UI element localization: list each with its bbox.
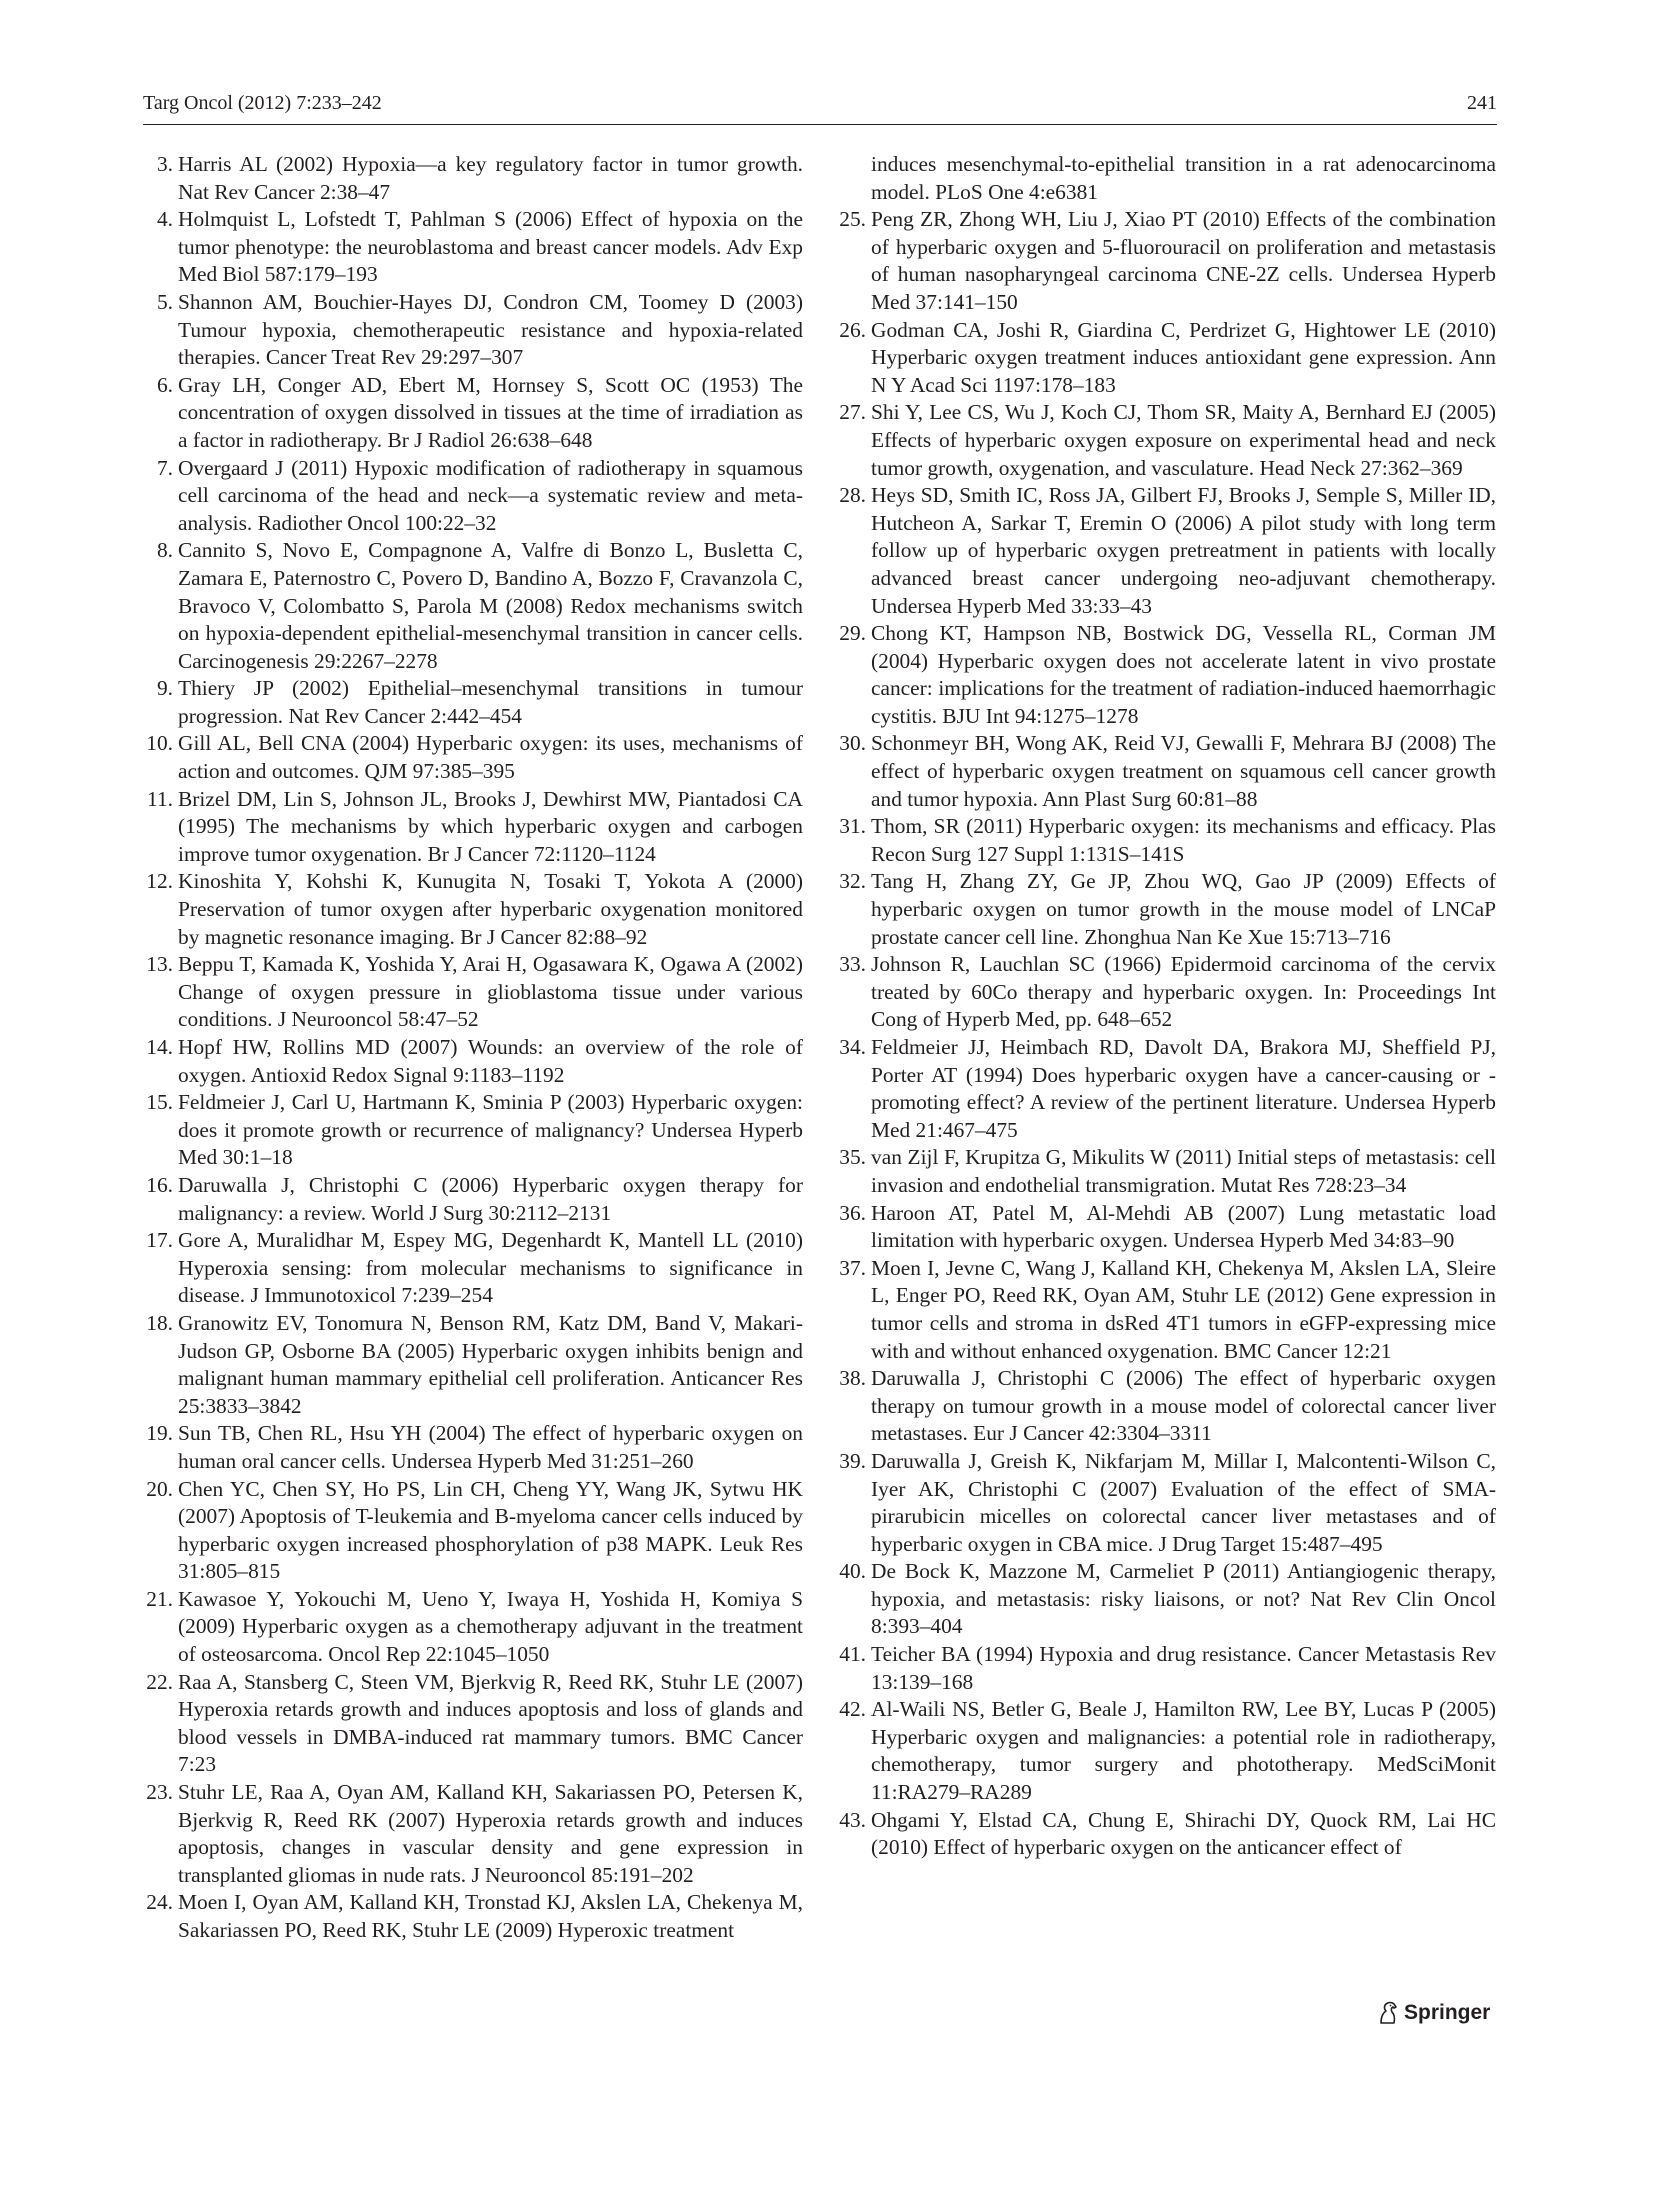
reference-number: 4. bbox=[156, 207, 173, 232]
reference-entry bbox=[145, 786, 803, 869]
reference-continuation: induces mesenchymal-to-epithelial transition in a rat adenocarcinoma model. PLoS One 4:e6381 bbox=[871, 152, 1496, 204]
reference-number: 20. bbox=[146, 1476, 173, 1501]
reference-text: Schonmeyr BH, Wong AK, Reid VJ, Gewalli F, Mehrara BJ (2008) The effect of hyperbaric oxygen treatment on squamous cell cancer growth and tumor hypoxia. Ann Plast Surg 60:81–88 bbox=[871, 731, 1496, 811]
reference-entry bbox=[145, 1779, 803, 1889]
reference-number: 14. bbox=[146, 1035, 173, 1059]
reference-number: 39. bbox=[839, 1448, 866, 1473]
reference-number: 41. bbox=[839, 1642, 866, 1667]
reference-text: Kawasoe Y, Yokouchi M, Ueno Y, Iwaya H, Yoshida H, Komiya S (2009) Hyperbaric oxygen as a chemotherapy adjuvant in the treatment of osteosarcoma. Oncol Rep 22:1045–1050 bbox=[178, 1586, 803, 1667]
reference-text: Feldmeier JJ, Heimbach RD, Davolt DA, Brakora MJ, Sheffield PJ, Porter AT (1994) Does hyperbaric oxygen have a cancer-causing or -promoting effect? A review of the pertinent literature. Undersea Hyperb Med 21:467–475 bbox=[871, 1035, 1496, 1142]
reference-text: Raa A, Stansberg C, Steen VM, Bjerkvig R, Reed RK, Stuhr LE (2007) Hyperoxia retards growth and induces apoptosis and loss of glands and blood vessels in DMBA-induced rat mammary tumors. BMC Cancer 7:23 bbox=[178, 1669, 803, 1777]
reference-text: Teicher BA (1994) Hypoxia and drug resistance. Cancer Metastasis Rev 13:139–168 bbox=[871, 1642, 1496, 1694]
reference-number: 31. bbox=[839, 814, 866, 839]
reference-entry bbox=[145, 537, 803, 675]
references-right-column bbox=[838, 151, 1496, 1862]
reference-entry bbox=[145, 1227, 803, 1310]
reference-text: Daruwalla J, Christophi C (2006) The effect of hyperbaric oxygen therapy on tumour growth in a mouse model of colorectal cancer liver metastases. Eur J Cancer 42:3304–3311 bbox=[871, 1366, 1496, 1446]
reference-text: Sun TB, Chen RL, Hsu YH (2004) The effect of hyperbaric oxygen on human oral cancer cells. Undersea Hyperb Med 31:251–260 bbox=[178, 1421, 803, 1473]
reference-number: 22. bbox=[146, 1669, 173, 1694]
reference-text: Daruwalla J, Greish K, Nikfarjam M, Millar I, Malcontenti-Wilson C, Iyer AK, Christophi C (2007) Evaluation of the effect of SMA-pirarubicin micelles on colorectal cancer liver metastases and of hyperbaric oxygen in CBA mice. J Drug Target 15:487–495 bbox=[871, 1448, 1496, 1556]
reference-entry bbox=[145, 1089, 803, 1172]
reference-text: Thiery JP (2002) Epithelial–mesenchymal transitions in tumour progression. Nat Rev Cancer 2:442–454 bbox=[178, 676, 803, 728]
reference-text: Cannito S, Novo E, Compagnone A, Valfre di Bonzo L, Busletta C, Zamara E, Paternostro C, Povero D, Bandino A, Bozzo F, Cravanzola C, Bravoco V, Colombatto S, Parola M (2008) Redox mechanisms switch on hypoxia-dependent epithelial-mesenchymal transition in cancer cells. Carcinogenesis 29:2267–2278 bbox=[178, 538, 803, 673]
reference-number: 3. bbox=[156, 152, 173, 176]
reference-entry bbox=[145, 675, 803, 730]
reference-number: 11. bbox=[147, 786, 173, 811]
reference-text: Hopf HW, Rollins MD (2007) Wounds: an overview of the role of oxygen. Antioxid Redox Signal 9:1183–1192 bbox=[178, 1035, 803, 1087]
reference-number: 38. bbox=[839, 1366, 866, 1391]
reference-text: Gore A, Muralidhar M, Espey MG, Degenhardt K, Mantell LL (2010) Hyperoxia sensing: from molecular mechanisms to significance in disease. J Immunotoxicol 7:239–254 bbox=[178, 1228, 803, 1308]
reference-number: 24. bbox=[146, 1890, 173, 1915]
reference-text: Daruwalla J, Christophi C (2006) Hyperbaric oxygen therapy for malignancy: a review. World J Surg 30:2112–2131 bbox=[178, 1172, 803, 1225]
reference-entry bbox=[838, 1448, 1496, 1558]
reference-entry bbox=[145, 1476, 803, 1586]
reference-text: Brizel DM, Lin S, Johnson JL, Brooks J, Dewhirst MW, Piantadosi CA (1995) The mechanisms by which hyperbaric oxygen and carbogen improve tumor oxygenation. Br J Cancer 72:1120–1124 bbox=[178, 786, 803, 866]
reference-entry bbox=[145, 206, 803, 289]
reference-number: 29. bbox=[839, 621, 866, 646]
reference-number: 5. bbox=[156, 289, 173, 314]
reference-text: Gill AL, Bell CNA (2004) Hyperbaric oxygen: its uses, mechanisms of action and outcomes. QJM 97:385–395 bbox=[178, 731, 803, 784]
reference-text: Kinoshita Y, Kohshi K, Kunugita N, Tosaki T, Yokota A (2000) Preservation of tumor oxygen after hyperbaric oxygenation monitored by magnetic resonance imaging. Br J Cancer 82:88–92 bbox=[178, 869, 803, 949]
reference-text: Ohgami Y, Elstad CA, Chung E, Shirachi DY, Quock RM, Lai HC (2010) Effect of hyperbaric oxygen on the anticancer effect of bbox=[871, 1807, 1496, 1860]
reference-number: 36. bbox=[839, 1200, 866, 1225]
reference-number: 19. bbox=[146, 1421, 173, 1446]
reference-text: Thom, SR (2011) Hyperbaric oxygen: its mechanisms and efficacy. Plas Recon Surg 127 Suppl 1:131S–141S bbox=[871, 814, 1496, 866]
header-rule bbox=[143, 124, 1497, 125]
reference-text: Johnson R, Lauchlan SC (1966) Epidermoid carcinoma of the cervix treated by 60Co therapy and hyperbaric oxygen. In: Proceedings Int Cong of Hyperb Med, pp. 648–652 bbox=[871, 952, 1496, 1032]
reference-entry bbox=[145, 1310, 803, 1420]
reference-entry bbox=[145, 868, 803, 951]
reference-number: 43. bbox=[839, 1807, 866, 1832]
reference-number: 42. bbox=[839, 1697, 866, 1722]
reference-entry bbox=[838, 868, 1496, 951]
reference-text: Moen I, Jevne C, Wang J, Kalland KH, Chekenya M, Akslen LA, Sleire L, Enger PO, Reed RK, Oyan AM, Stuhr LE (2012) Gene expression in tumor cells and stroma in dsRed 4T1 tumors in eGFP-expressing mice with and without enhanced oxygenation. BMC Cancer 12:21 bbox=[871, 1255, 1496, 1363]
reference-entry bbox=[145, 372, 803, 455]
publisher-name: Springer bbox=[1404, 2001, 1491, 2024]
reference-entry bbox=[838, 1696, 1496, 1806]
reference-entry bbox=[145, 455, 803, 538]
reference-entry bbox=[145, 151, 803, 206]
reference-number: 6. bbox=[156, 372, 173, 397]
reference-number: 10. bbox=[146, 731, 173, 756]
reference-text: Beppu T, Kamada K, Yoshida Y, Arai H, Ogasawara K, Ogawa A (2002) Change of oxygen pressure in glioblastoma tissue under various conditions. J Neurooncol 58:47–52 bbox=[178, 952, 803, 1032]
reference-number: 16. bbox=[146, 1172, 173, 1197]
reference-number: 23. bbox=[146, 1780, 173, 1805]
reference-entry bbox=[838, 1200, 1496, 1255]
reference-number: 9. bbox=[156, 676, 173, 701]
reference-entry bbox=[145, 951, 803, 1034]
reference-entry bbox=[838, 1641, 1496, 1696]
reference-entry bbox=[145, 1034, 803, 1089]
reference-number: 40. bbox=[839, 1559, 866, 1584]
reference-entry bbox=[838, 206, 1496, 316]
reference-text: Harris AL (2002) Hypoxia—a key regulatory factor in tumor growth. Nat Rev Cancer 2:38–47 bbox=[178, 152, 803, 204]
reference-text: Shannon AM, Bouchier-Hayes DJ, Condron CM, Toomey D (2003) Tumour hypoxia, chemotherapeutic resistance and hypoxia-related therapies. Cancer Treat Rev 29:297–307 bbox=[178, 289, 803, 370]
reference-text: Shi Y, Lee CS, Wu J, Koch CJ, Thom SR, Maity A, Bernhard EJ (2005) Effects of hyperbaric oxygen exposure on experimental head and neck tumor growth, oxygenation, and vasculature. Head Neck 27:362–369 bbox=[871, 400, 1496, 480]
reference-text: Godman CA, Joshi R, Giardina C, Perdrizet G, Hightower LE (2010) Hyperbaric oxygen treatment induces antioxidant gene expression. Ann N Y Acad Sci 1197:178–183 bbox=[871, 317, 1496, 397]
springer-horse-icon bbox=[1377, 2001, 1399, 2025]
reference-text: Haroon AT, Patel M, Al-Mehdi AB (2007) Lung metastatic load limitation with hyperbaric oxygen. Undersea Hyperb Med 34:83–90 bbox=[871, 1200, 1496, 1253]
reference-text: Peng ZR, Zhong WH, Liu J, Xiao PT (2010) Effects of the combination of hyperbaric oxygen and 5-fluorouracil on proliferation and metastasis of human nasopharyngeal carcinoma CNE-2Z cells. Undersea Hyperb Med 37:141–150 bbox=[871, 207, 1496, 314]
reference-text: Heys SD, Smith IC, Ross JA, Gilbert FJ, Brooks J, Semple S, Miller ID, Hutcheon A, Sarkar T, Eremin O (2006) A pilot study with long term follow up of hyperbaric oxygen pretreatment in patients with locally advanced breast cancer undergoing neo-adjuvant chemotherapy. Undersea Hyperb Med 33:33–43 bbox=[871, 483, 1496, 618]
reference-entry bbox=[145, 1420, 803, 1475]
reference-entry bbox=[838, 1807, 1496, 1862]
reference-number: 21. bbox=[146, 1586, 173, 1611]
reference-entry bbox=[838, 399, 1496, 482]
reference-text: Overgaard J (2011) Hypoxic modification of radiotherapy in squamous cell carcinoma of the head and neck—a systematic review and meta-analysis. Radiother Oncol 100:22–32 bbox=[178, 455, 803, 535]
journal-citation: Targ Oncol (2012) 7:233–242 bbox=[143, 92, 382, 114]
reference-number: 25. bbox=[839, 207, 866, 232]
reference-number: 27. bbox=[839, 400, 866, 425]
reference-text: Chen YC, Chen SY, Ho PS, Lin CH, Cheng YY, Wang JK, Sytwu HK (2007) Apoptosis of T-leukemia and B-myeloma cancer cells induced by hyperbaric oxygen increased phosphorylation of p38 MAPK. Leuk Res 31:805–815 bbox=[178, 1476, 803, 1584]
reference-text: Chong KT, Hampson NB, Bostwick DG, Vessella RL, Corman JM (2004) Hyperbaric oxygen does not accelerate latent in vivo prostate cancer: implications for the treatment of radiation-induced haemorrhagic cystitis. BJU Int 94:1275–1278 bbox=[871, 621, 1496, 728]
reference-entry bbox=[838, 482, 1496, 620]
reference-number: 12. bbox=[146, 869, 173, 894]
reference-text: Feldmeier J, Carl U, Hartmann K, Sminia P (2003) Hyperbaric oxygen: does it promote growth or recurrence of malignancy? Undersea Hyperb Med 30:1–18 bbox=[178, 1090, 803, 1170]
reference-entry bbox=[145, 1586, 803, 1669]
reference-text: Gray LH, Conger AD, Ebert M, Hornsey S, Scott OC (1953) The concentration of oxygen dissolved in tissues at the time of irradiation as a factor in radiotherapy. Br J Radiol 26:638–648 bbox=[178, 372, 803, 452]
reference-text: Granowitz EV, Tonomura N, Benson RM, Katz DM, Band V, Makari-Judson GP, Osborne BA (2005) Hyperbaric oxygen inhibits benign and malignant human mammary epithelial cell proliferation. Anticancer Res 25:3833–3842 bbox=[178, 1310, 803, 1418]
reference-number: 15. bbox=[146, 1090, 173, 1115]
references-left-column bbox=[145, 151, 803, 1945]
publisher-logo bbox=[1377, 1997, 1490, 2029]
reference-number: 32. bbox=[839, 869, 866, 894]
reference-entry bbox=[145, 289, 803, 372]
reference-number: 35. bbox=[839, 1145, 866, 1170]
reference-text: Holmquist L, Lofstedt T, Pahlman S (2006) Effect of hypoxia on the tumor phenotype: the neuroblastoma and breast cancer models. Adv Exp Med Biol 587:179–193 bbox=[178, 207, 803, 287]
reference-number: 28. bbox=[839, 483, 866, 508]
running-header bbox=[143, 88, 1497, 118]
reference-entry bbox=[838, 951, 1496, 1034]
reference-text: van Zijl F, Krupitza G, Mikulits W (2011) Initial steps of metastasis: cell invasion and endothelial transmigration. Mutat Res 728:23–34 bbox=[871, 1145, 1496, 1197]
reference-entry bbox=[838, 1144, 1496, 1199]
reference-entry bbox=[838, 813, 1496, 868]
reference-text: De Bock K, Mazzone M, Carmeliet P (2011) Antiangiogenic therapy, hypoxia, and metastasis: risky liaisons, or not? Nat Rev Clin Oncol 8:393–404 bbox=[871, 1559, 1496, 1639]
reference-number: 33. bbox=[839, 952, 866, 977]
reference-text: Al-Waili NS, Betler G, Beale J, Hamilton RW, Lee BY, Lucas P (2005) Hyperbaric oxygen and malignancies: a potential role in radiotherapy, chemotherapy, tumor surgery and phototherapy. MedSciMonit 11:RA279–RA289 bbox=[871, 1697, 1496, 1805]
reference-number: 8. bbox=[156, 538, 173, 563]
reference-entry bbox=[145, 1669, 803, 1779]
reference-entry bbox=[838, 1365, 1496, 1448]
reference-entry bbox=[145, 1172, 803, 1227]
reference-entry bbox=[145, 1889, 803, 1944]
reference-number: 18. bbox=[146, 1310, 173, 1335]
reference-number: 30. bbox=[839, 731, 866, 756]
reference-entry bbox=[838, 1558, 1496, 1641]
reference-text: Tang H, Zhang ZY, Ge JP, Zhou WQ, Gao JP (2009) Effects of hyperbaric oxygen on tumor growth in the mouse model of LNCaP prostate cancer cell line. Zhonghua Nan Ke Xue 15:713–716 bbox=[871, 869, 1496, 949]
reference-entry bbox=[838, 317, 1496, 400]
reference-text: Moen I, Oyan AM, Kalland KH, Tronstad KJ, Akslen LA, Chekenya M, Sakariassen PO, Reed RK, Stuhr LE (2009) Hyperoxic treatment bbox=[178, 1890, 803, 1942]
reference-number: 13. bbox=[146, 952, 173, 977]
reference-entry bbox=[838, 1255, 1496, 1365]
reference-number: 17. bbox=[146, 1228, 173, 1253]
reference-entry bbox=[145, 730, 803, 785]
reference-number: 34. bbox=[839, 1035, 866, 1059]
reference-entry bbox=[838, 1034, 1496, 1144]
reference-entry bbox=[838, 620, 1496, 730]
page-number: 241 bbox=[1467, 92, 1497, 114]
reference-number: 7. bbox=[156, 455, 173, 480]
reference-number: 26. bbox=[839, 317, 866, 342]
reference-entry bbox=[838, 730, 1496, 813]
reference-text: Stuhr LE, Raa A, Oyan AM, Kalland KH, Sakariassen PO, Petersen K, Bjerkvig R, Reed RK (2007) Hyperoxia retards growth and induces apoptosis, changes in vascular density and gene expression in transplanted gliomas in nude rats. J Neurooncol 85:191–202 bbox=[178, 1780, 803, 1887]
reference-number: 37. bbox=[839, 1255, 866, 1280]
